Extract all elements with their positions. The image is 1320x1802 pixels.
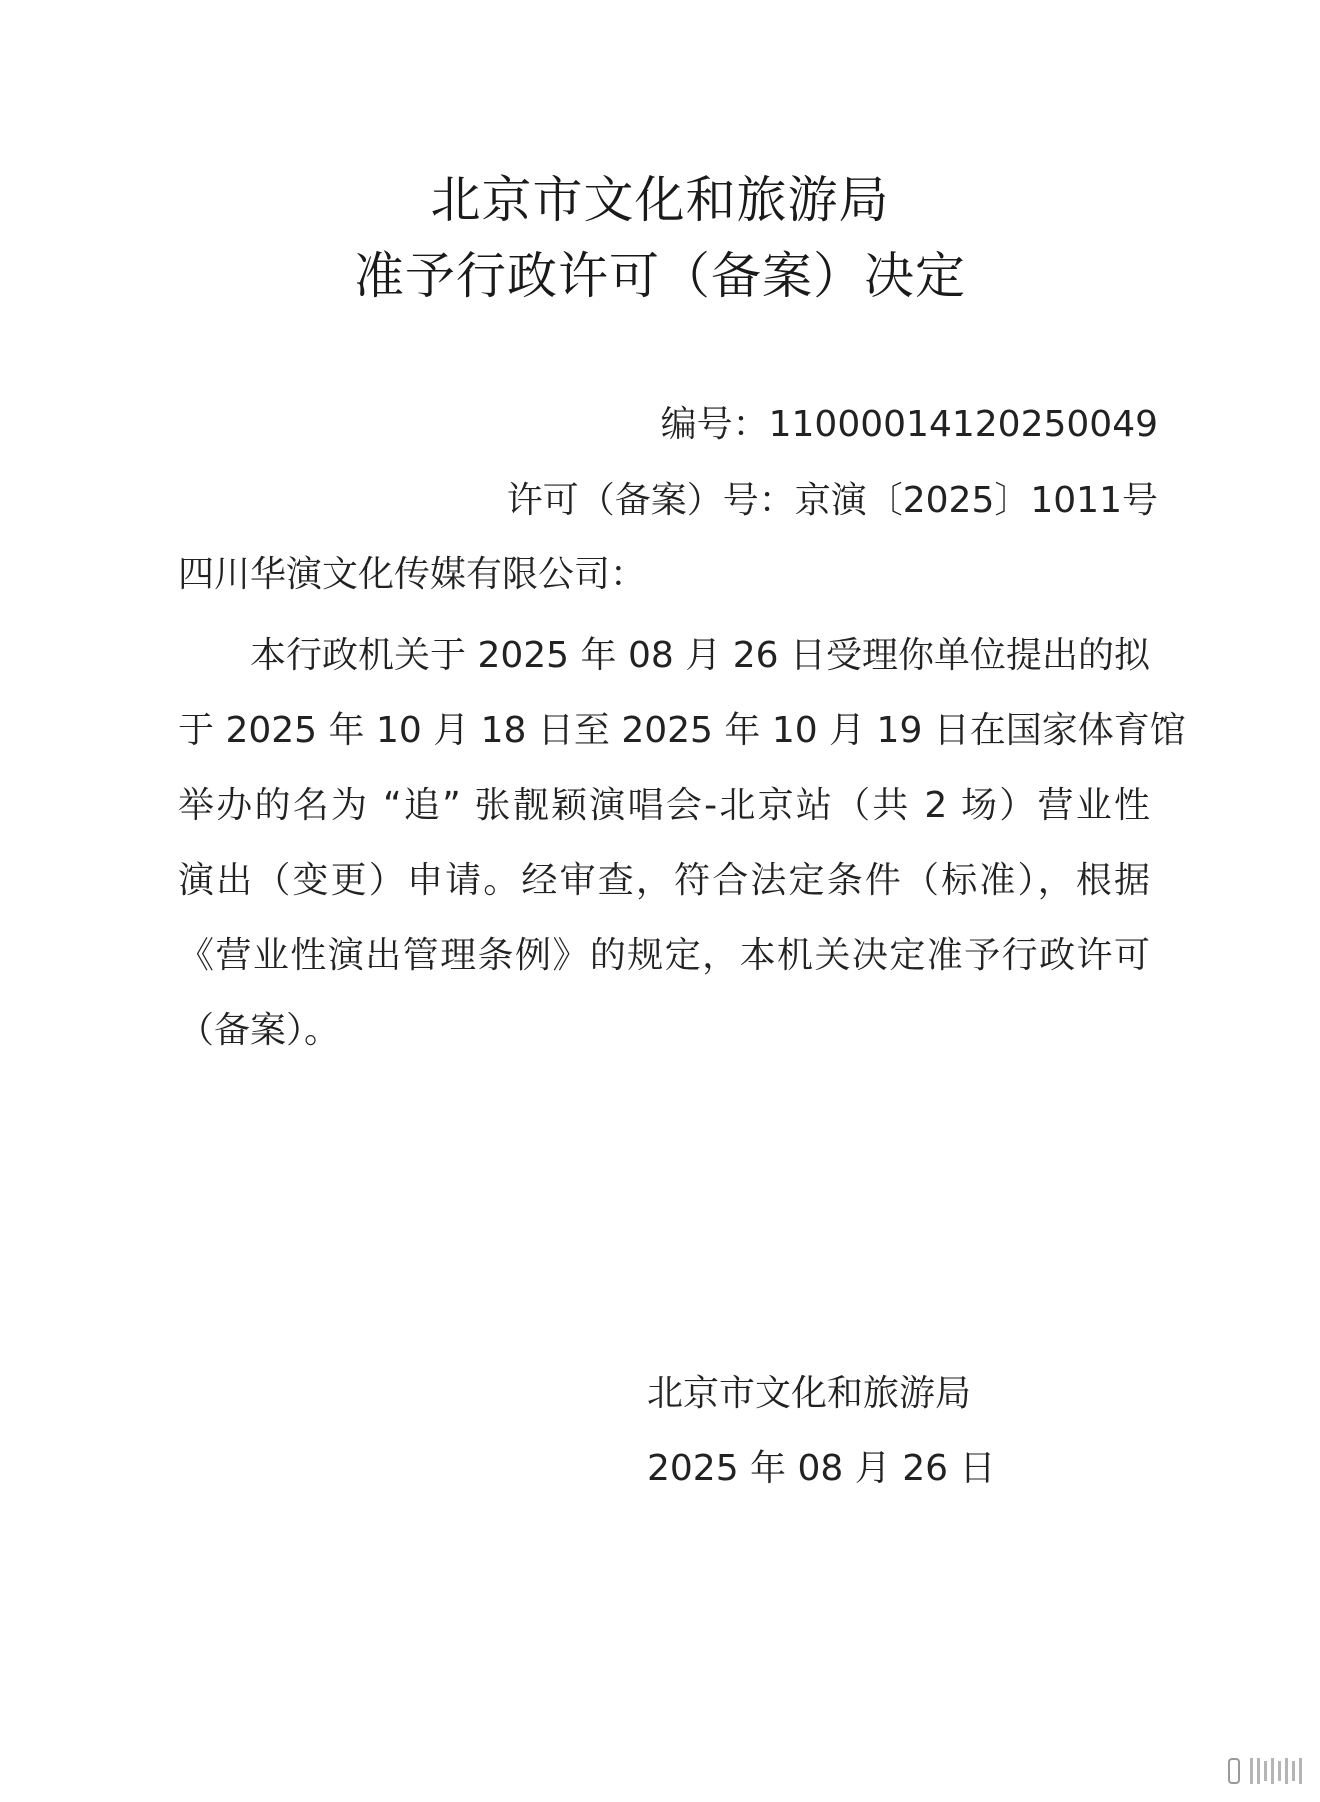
document-title-line2: 准予行政许可（备案）决定 xyxy=(354,247,966,305)
watermark-bars-icon xyxy=(1228,1758,1302,1784)
issuing-organization: 北京市文化和旅游局 xyxy=(647,1373,972,1414)
bar-tick xyxy=(1264,1761,1267,1781)
body-line: 于 2025 年 10 月 18 日至 2025 年 10 月 19 日在国家体育馆 xyxy=(178,710,1186,751)
bar-tick xyxy=(1250,1758,1253,1784)
bar-tick xyxy=(1299,1758,1302,1784)
body-line: 本行政机关于 2025 年 08 月 26 日受理你单位提出的拟 xyxy=(250,635,1150,676)
document-title-line1: 北京市文化和旅游局 xyxy=(430,171,890,229)
body-line: 《营业性演出管理条例》的规定，本机关决定准予行政许可 xyxy=(178,935,1150,976)
decision-body xyxy=(178,618,1186,1068)
document-number: 编号：11000014120250049 xyxy=(660,404,1158,445)
body-line: （备案）。 xyxy=(178,1010,341,1051)
addressee: 四川华演文化传媒有限公司： xyxy=(178,554,647,595)
issue-date: 2025 年 08 月 26 日 xyxy=(647,1448,996,1489)
bar-tick xyxy=(1292,1761,1295,1781)
permit-number: 许可（备案）号：京演〔2025〕1011号 xyxy=(506,480,1158,521)
body-line: 举办的名为 “追” 张靓颖演唱会-北京站（共 2 场）营业性 xyxy=(178,785,1150,826)
body-line: 演出（变更）申请。经审查，符合法定条件（标准），根据 xyxy=(178,860,1150,901)
bar-tick xyxy=(1278,1761,1281,1781)
bar-tick xyxy=(1257,1758,1260,1784)
bar-tick xyxy=(1285,1758,1288,1784)
bar-tick xyxy=(1271,1758,1274,1784)
bar-cap-icon xyxy=(1228,1758,1240,1784)
